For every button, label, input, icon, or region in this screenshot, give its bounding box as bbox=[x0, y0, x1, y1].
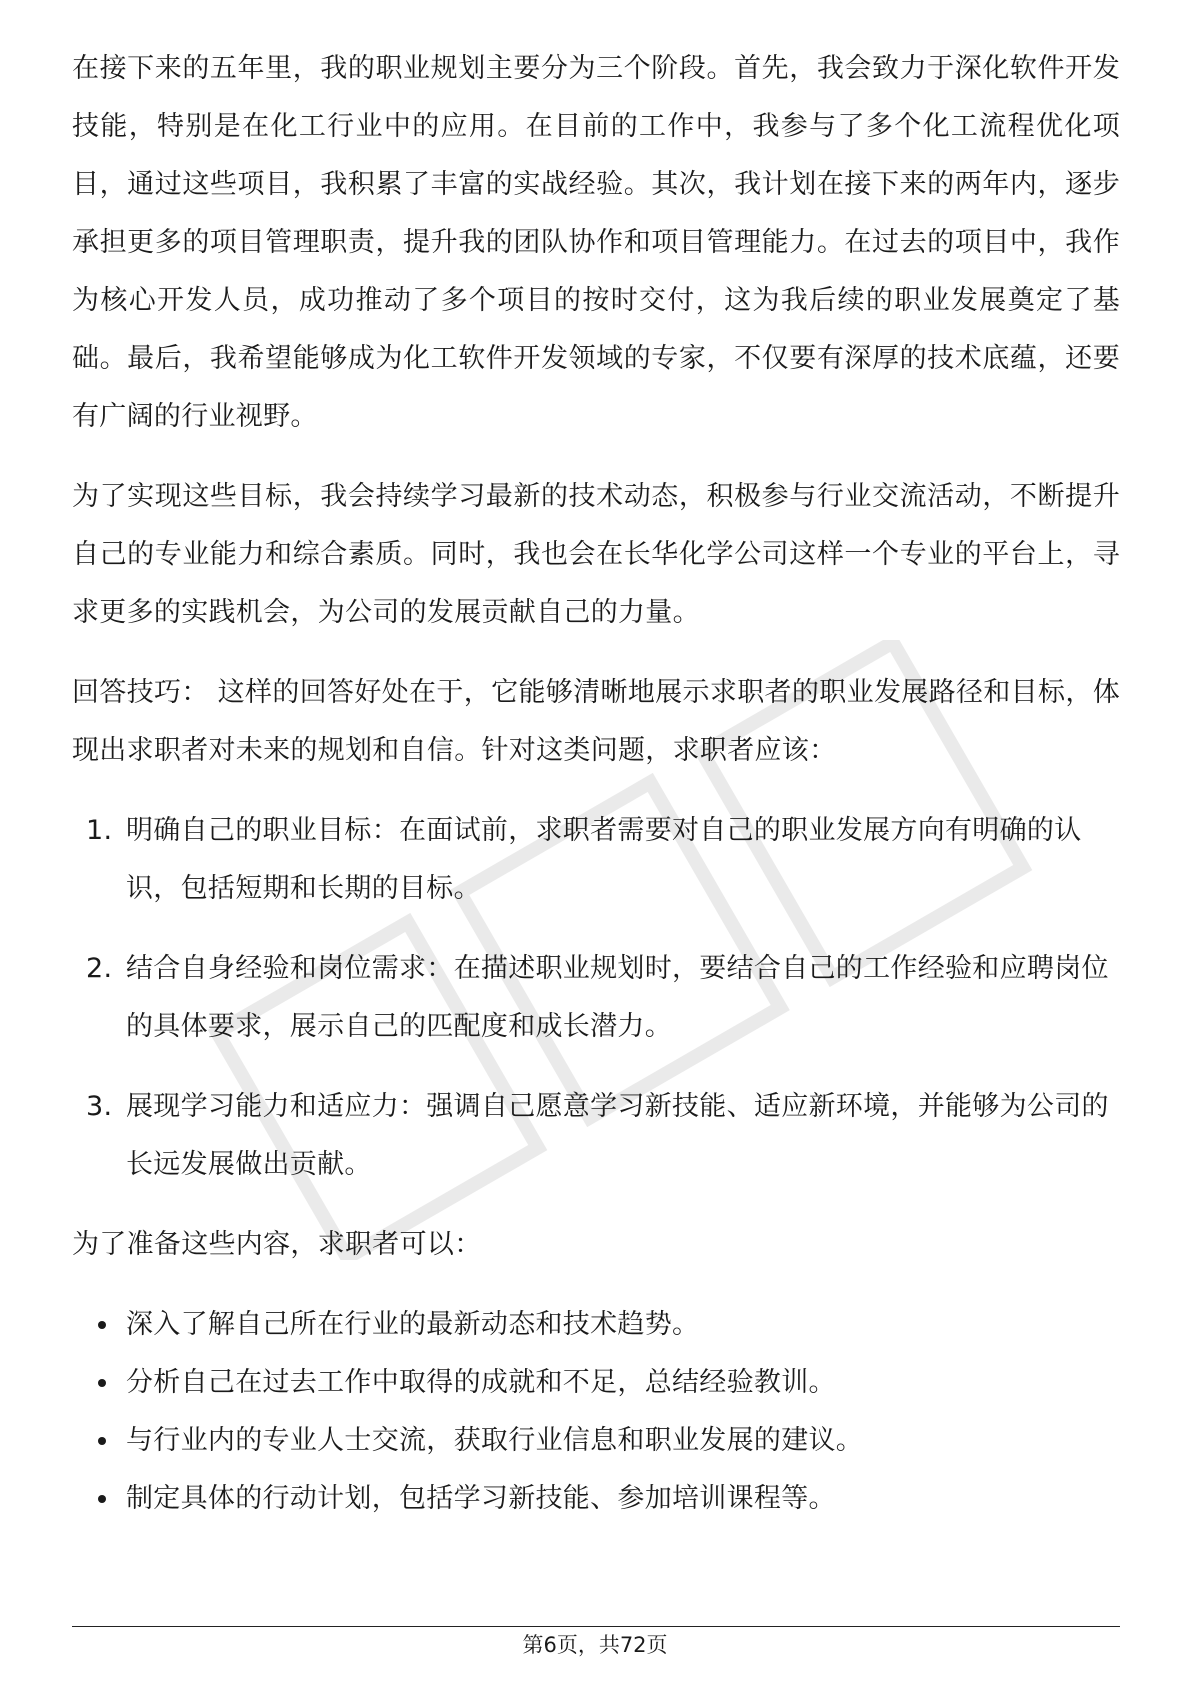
paragraph-prep-intro: 为了准备这些内容，求职者可以： bbox=[72, 1229, 482, 1260]
list-number: 3. bbox=[86, 1091, 113, 1122]
list-item-text: 结合自身经验和岗位需求：在描述职业规划时，要结合自己的工作经验和应聘岗位的具体要求，展示自己的匹配度和成长潜力。 bbox=[126, 953, 1109, 1042]
paragraph-answer-tips: 回答技巧： 这样的回答好处在于，它能够清晰地展示求职者的职业发展路径和目标，体现出求职者对未来的规划和自信。针对这类问题，求职者应该： bbox=[72, 677, 1120, 766]
bullet-icon bbox=[98, 1437, 106, 1445]
list-item bbox=[72, 1412, 1120, 1470]
list-item-text: 分析自己在过去工作中取得的成就和不足，总结经验教训。 bbox=[126, 1367, 836, 1398]
list-item-text: 制定具体的行动计划，包括学习新技能、参加培训课程等。 bbox=[126, 1483, 836, 1514]
list-number: 2. bbox=[86, 953, 113, 984]
bullet-icon bbox=[98, 1379, 106, 1387]
list-item-text: 与行业内的专业人士交流，获取行业信息和职业发展的建议。 bbox=[126, 1425, 864, 1456]
footer-divider bbox=[72, 1626, 1120, 1627]
page-number: 第6页，共72页 bbox=[522, 1633, 668, 1657]
list-number: 1. bbox=[86, 815, 113, 846]
list-item bbox=[72, 1078, 1120, 1194]
paragraph-career-plan: 在接下来的五年里，我的职业规划主要分为三个阶段。首先，我会致力于深化软件开发技能，特别是在化工行业中的应用。在目前的工作中，我参与了多个化工流程优化项目，通过这些项目，我积累了丰富的实战经验。其次，我计划在接下来的两年内，逐步承担更多的项目管理职责，提升我的团队协作和项目管理能力。在过去的项目中，我作为核心开发人员，成功推动了多个项目的按时交付，这为我后续的职业发展奠定了基础。最后，我希望能够成为化工软件开发领域的专家，不仅要有深厚的技术底蕴，还要有广阔的行业视野。 bbox=[72, 53, 1120, 432]
list-item bbox=[72, 940, 1120, 1056]
list-item bbox=[72, 1470, 1120, 1528]
prep-list bbox=[72, 1296, 1120, 1528]
bullet-icon bbox=[98, 1321, 106, 1329]
paragraph-goals: 为了实现这些目标，我会持续学习最新的技术动态，积极参与行业交流活动，不断提升自己的专业能力和综合素质。同时，我也会在长华化学公司这样一个专业的平台上，寻求更多的实践机会，为公司的发展贡献自己的力量。 bbox=[72, 481, 1120, 628]
bullet-icon bbox=[98, 1495, 106, 1503]
list-item bbox=[72, 802, 1120, 918]
tips-list bbox=[72, 802, 1120, 1194]
list-item-text: 展现学习能力和适应力：强调自己愿意学习新技能、适应新环境，并能够为公司的长远发展做出贡献。 bbox=[126, 1091, 1109, 1180]
list-item-text: 深入了解自己所在行业的最新动态和技术趋势。 bbox=[126, 1309, 700, 1340]
list-item-text: 明确自己的职业目标：在面试前，求职者需要对自己的职业发展方向有明确的认识，包括短期和长期的目标。 bbox=[126, 815, 1082, 904]
list-item bbox=[72, 1296, 1120, 1354]
document-page bbox=[72, 40, 1120, 1528]
list-item bbox=[72, 1354, 1120, 1412]
